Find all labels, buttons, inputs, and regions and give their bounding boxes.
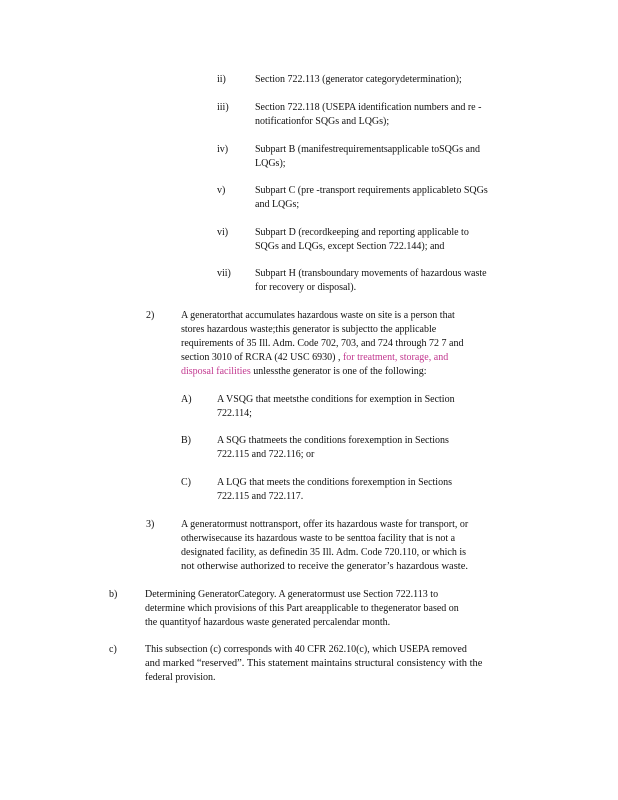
paragraph-text [145,588,526,630]
text-line: Subpart D (recordkeeping and reporting applicable to [255,227,469,238]
text-line: Determining GeneratorCategory. A generatormust use Section 722.113 to [145,589,439,600]
text-line: Subpart B (manifestrequirementsapplicable toSQGs and [255,144,480,155]
text-run: unlessthe generator is one of the following: [250,366,427,377]
text-line: not otherwise authorized to receive the generator’s hazardous waste. [181,561,468,572]
list-item-text [255,101,530,129]
text-line: Subpart C (pre -transport requirements applicableto SQGs [255,185,488,196]
list-marker: iv) [217,144,229,155]
list-marker: ii) [217,74,226,85]
list-marker: v) [217,185,226,196]
inserted-text: for treatment, storage, and [340,352,449,363]
text-line: stores hazardous waste;this generator is subjectto the applicable [181,324,437,335]
text-line: Section 722.118 (USEPA identification numbers and re - [255,102,482,113]
text-line: A SQG thatmeets the conditions forexemption in Sections [217,435,449,446]
text-line [181,365,499,379]
text-line: Subpart H (transboundary movements of hazardous waste [255,268,487,279]
list-marker: A) [181,394,192,405]
list-item-text [255,226,530,254]
paragraph-marker: 2) [146,310,155,321]
text-line: federal provision. [145,672,216,683]
text-run: section 3010 of RCRA (42 USC 6930) , [181,352,341,363]
list-item-text [217,434,499,462]
text-line: notificationfor SQGs and LQGs); [255,116,390,127]
text-line: Section 722.113 (generator categorydetermination); [255,74,462,85]
text-line: A VSQG that meetsthe conditions for exemption in Section [217,394,455,405]
list-item-text [255,143,530,171]
text-line: and marked “reserved”. This statement maintains structural consistency with the [145,658,483,669]
paragraph-marker: b) [109,589,118,600]
list-marker: vii) [217,268,231,279]
text-line: for recovery or disposal). [255,282,357,293]
text-line: determine which provisions of this Part areapplicable to thegenerator based on [145,603,459,614]
text-line: requirements of 35 Ill. Adm. Code 702, 703, and 724 through 72 7 and [181,338,464,349]
text-line: designated facility, as definedin 35 Ill. Adm. Code 720.110, or which is [181,547,467,558]
text-line: and LQGs; [255,199,300,210]
text-line: A LQG that meets the conditions forexemption in Sections [217,477,452,488]
list-item-text [255,267,530,295]
paragraph-text [145,643,537,685]
text-line: A generatorthat accumulates hazardous waste on site is a person that [181,310,455,321]
paragraph-marker: c) [109,644,117,655]
list-item-text [217,476,499,504]
text-line [181,351,499,365]
list-item-text [255,73,530,87]
text-line: 722.115 and 722.116; or [217,449,315,460]
text-line: SQGs and LQGs, except Section 722.144); and [255,241,445,252]
paragraph-text [181,518,527,574]
list-marker: C) [181,477,191,488]
text-line: This subsection (c) corresponds with 40 CFR 262.10(c), which USEPA removed [145,644,467,655]
inserted-text: disposal facilities [181,366,251,377]
text-line: the quantityof hazardous waste generated percalendar month. [145,617,391,628]
list-item-text [217,393,499,421]
text-line: A generatormust nottransport, offer its hazardous waste for transport, or [181,519,469,530]
text-line: LQGs); [255,158,286,169]
paragraph-marker: 3) [146,519,155,530]
list-marker: B) [181,435,191,446]
text-line: otherwisecause its hazardous waste to be senttoa facility that is not a [181,533,456,544]
paragraph-text [181,309,499,379]
text-line: 722.114; [217,408,252,419]
list-marker: iii) [217,102,229,113]
text-line: 722.115 and 722.117. [217,491,304,502]
list-marker: vi) [217,227,229,238]
list-item-text [255,184,530,212]
